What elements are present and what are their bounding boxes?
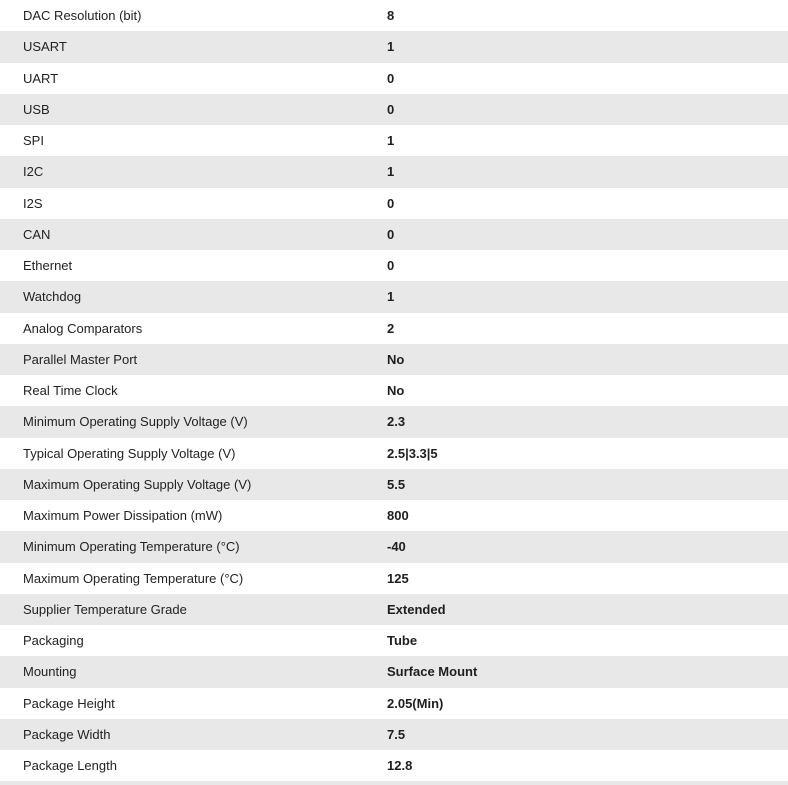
spec-row (0, 281, 788, 312)
spec-value: Extended (387, 601, 446, 617)
spec-row (0, 31, 788, 62)
spec-row (0, 719, 788, 750)
spec-label: SPI (23, 133, 44, 149)
spec-label: I2S (23, 195, 43, 211)
spec-row (0, 250, 788, 281)
spec-value: 0 (387, 195, 395, 211)
spec-value: 1 (387, 39, 395, 55)
spec-row (0, 94, 788, 125)
spec-label: Mounting (23, 664, 77, 680)
spec-value: 0 (387, 258, 395, 274)
spec-value: 0 (387, 226, 395, 242)
spec-row (0, 313, 788, 344)
spec-value: -40 (387, 539, 406, 555)
spec-row (0, 375, 788, 406)
spec-label: Parallel Master Port (23, 351, 138, 367)
spec-row (0, 406, 788, 437)
spec-row (0, 156, 788, 187)
table-bottom-divider (0, 781, 788, 785)
spec-value: Surface Mount (387, 664, 478, 680)
spec-label: Package Width (23, 726, 111, 742)
spec-label: UART (23, 70, 59, 86)
spec-value: 7.5 (387, 726, 406, 742)
spec-label: Ethernet (23, 258, 73, 274)
spec-value: 0 (387, 70, 395, 86)
spec-value: 1 (387, 133, 395, 149)
spec-value: No (387, 383, 405, 399)
spec-value: No (387, 351, 405, 367)
spec-row (0, 500, 788, 531)
spec-label: Watchdog (23, 289, 82, 305)
spec-label: Minimum Operating Supply Voltage (V) (23, 414, 248, 430)
spec-value: 1 (387, 164, 395, 180)
spec-value: 1 (387, 289, 395, 305)
spec-label: I2C (23, 164, 44, 180)
spec-value: 2.5|3.3|5 (387, 445, 438, 461)
spec-value: 800 (387, 508, 409, 524)
spec-value: 2 (387, 320, 395, 336)
spec-row (0, 438, 788, 469)
spec-value: 125 (387, 570, 409, 586)
spec-label: Maximum Operating Supply Voltage (V) (23, 476, 252, 492)
spec-row (0, 469, 788, 500)
spec-label: Analog Comparators (23, 320, 143, 336)
spec-label: DAC Resolution (bit) (23, 8, 142, 24)
spec-label: USART (23, 39, 67, 55)
spec-label: Maximum Operating Temperature (°C) (23, 570, 244, 586)
spec-value: 2.05(Min) (387, 695, 444, 711)
spec-value: 5.5 (387, 476, 406, 492)
spec-row (0, 625, 788, 656)
spec-label: USB (23, 101, 50, 117)
spec-label: Package Height (23, 695, 115, 711)
spec-label: Maximum Power Dissipation (mW) (23, 508, 223, 524)
spec-row (0, 188, 788, 219)
spec-value: Tube (387, 633, 418, 649)
spec-value: 12.8 (387, 758, 413, 774)
spec-row (0, 344, 788, 375)
spec-value: 0 (387, 101, 395, 117)
spec-row (0, 531, 788, 562)
spec-label: Package Length (23, 758, 117, 774)
spec-value: 2.3 (387, 414, 406, 430)
spec-label: Real Time Clock (23, 383, 118, 399)
spec-row (0, 594, 788, 625)
spec-label: Packaging (23, 633, 84, 649)
spec-row (0, 563, 788, 594)
spec-label: CAN (23, 226, 51, 242)
spec-label: Typical Operating Supply Voltage (V) (23, 445, 236, 461)
spec-row (0, 63, 788, 94)
spec-row (0, 219, 788, 250)
spec-row (0, 0, 788, 31)
spec-row (0, 656, 788, 687)
spec-label: Supplier Temperature Grade (23, 601, 187, 617)
spec-value: 8 (387, 8, 395, 24)
spec-label: Minimum Operating Temperature (°C) (23, 539, 240, 555)
spec-row (0, 125, 788, 156)
spec-row (0, 750, 788, 781)
spec-row (0, 688, 788, 719)
